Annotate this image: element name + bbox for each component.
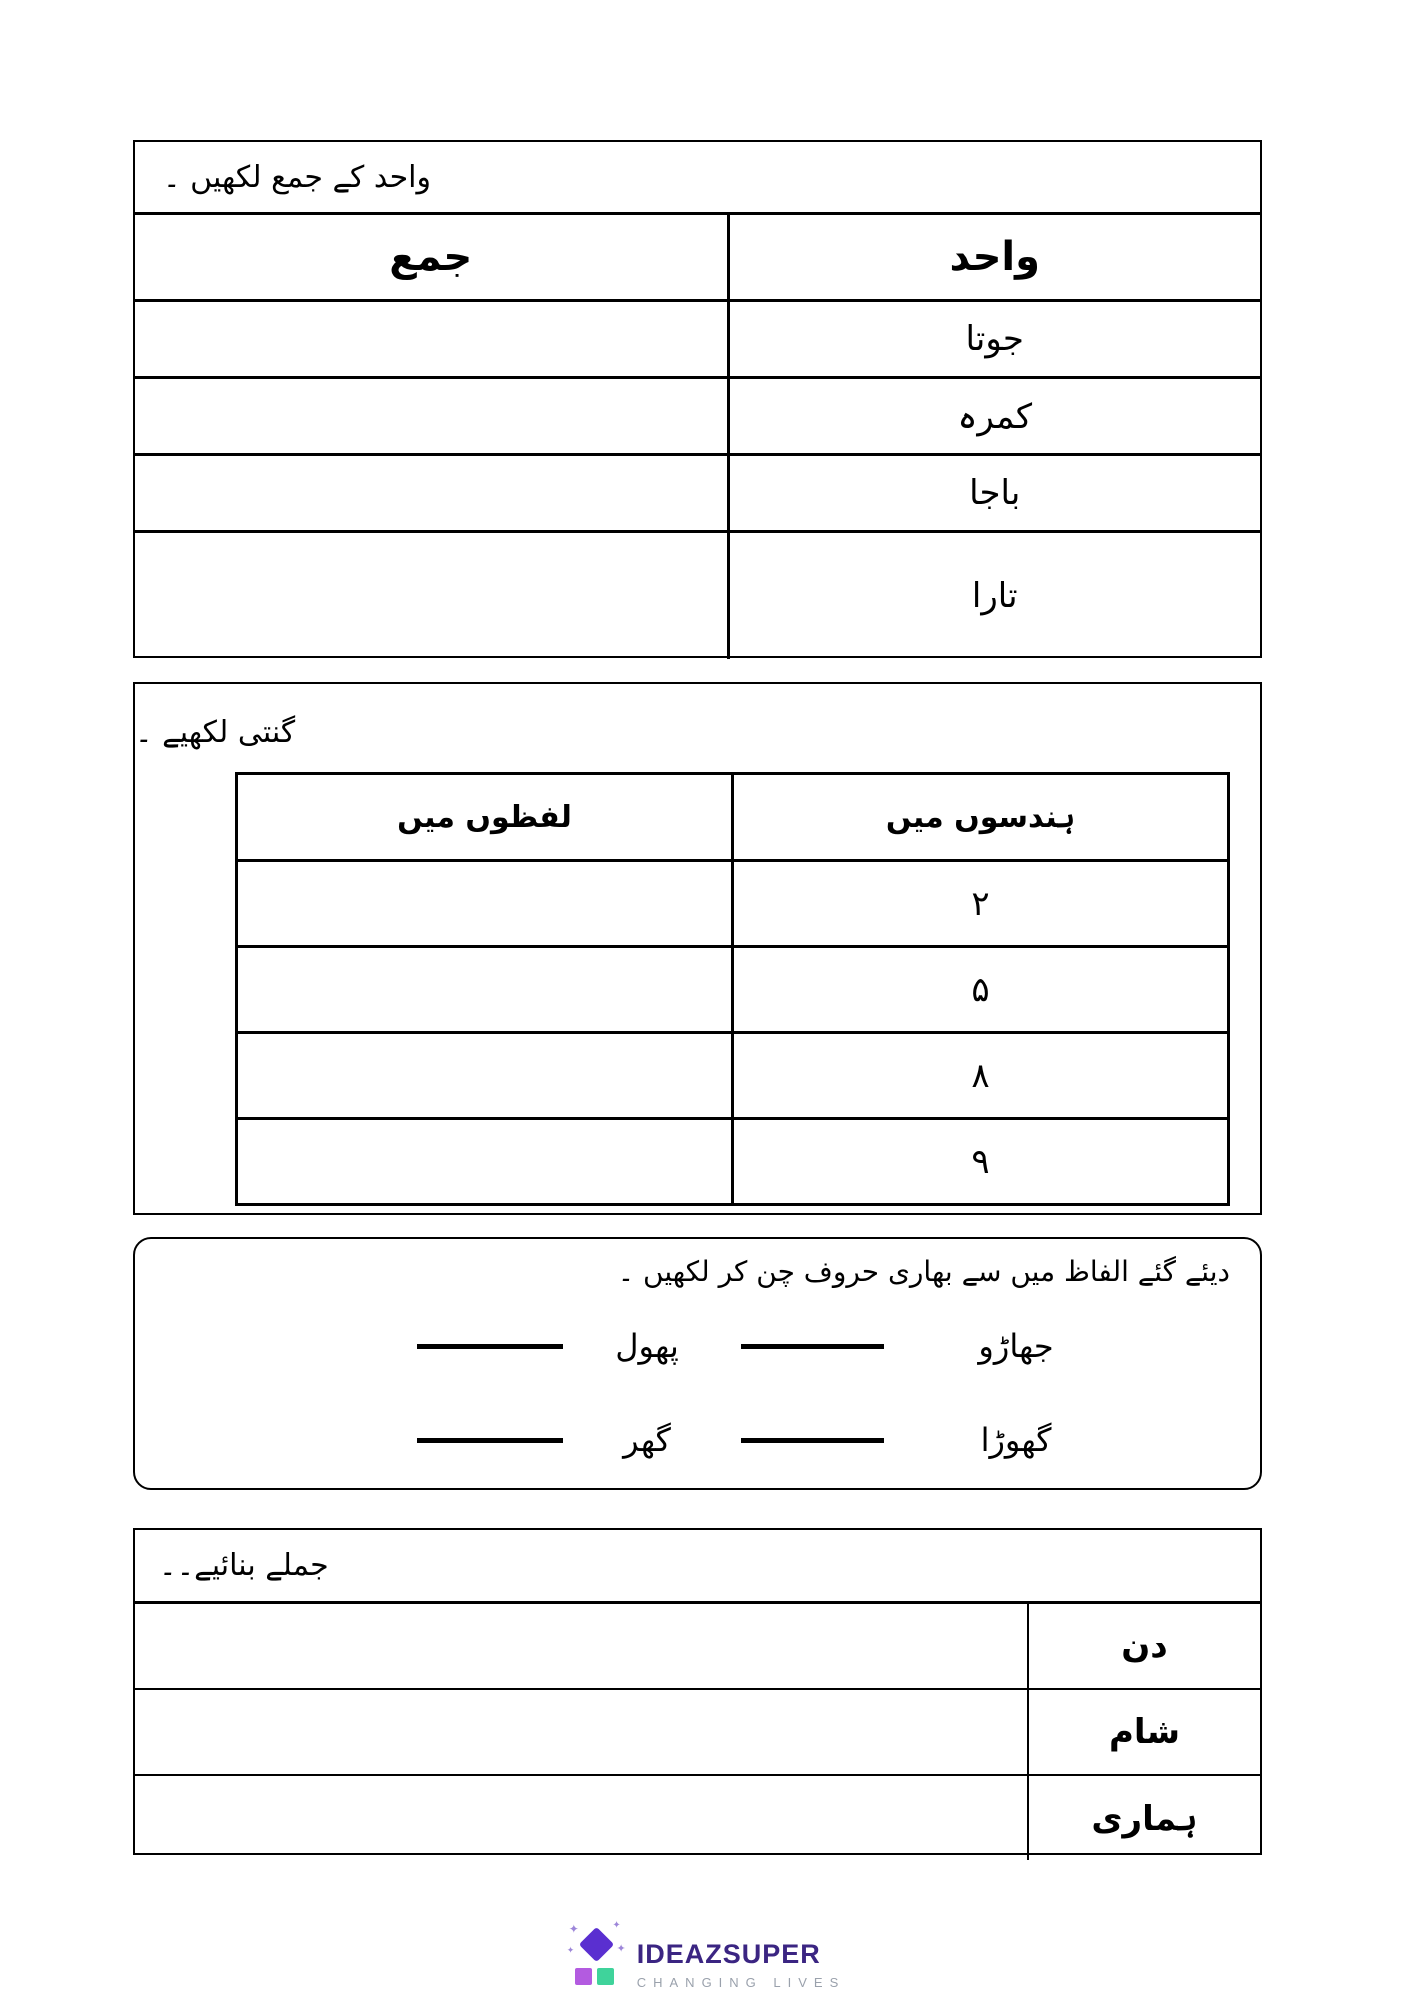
singular-column-header: واحد	[728, 214, 1260, 301]
words-answer-cell[interactable]	[237, 861, 733, 947]
word-label: گھوڑا	[980, 1421, 1052, 1459]
sentence-word-cell: شام	[1028, 1689, 1260, 1775]
brand-tagline: CHANGING LIVES	[636, 1975, 846, 1990]
words-answer-cell[interactable]	[237, 1119, 733, 1205]
table-row	[135, 378, 1260, 455]
instruction-make-sentences: جملے بنائیے۔۔	[135, 1530, 1260, 1604]
table-row	[237, 861, 1229, 947]
sentences-table	[135, 1604, 1260, 1860]
answer-blank[interactable]	[741, 1344, 884, 1349]
words-answer-cell[interactable]	[237, 947, 733, 1033]
table-row	[135, 532, 1260, 660]
table-row	[135, 1689, 1260, 1775]
answer-blank[interactable]	[417, 1344, 563, 1349]
green-square-icon	[597, 1968, 614, 1985]
heavy-letters-section	[133, 1237, 1262, 1490]
table-row	[135, 1604, 1260, 1689]
singular-word-cell: باجا	[728, 455, 1260, 532]
digit-cell: ۲	[733, 861, 1229, 947]
digit-cell: ۹	[733, 1119, 1229, 1205]
star-icon: ✦	[616, 1942, 626, 1955]
star-icon: ✦	[612, 1920, 621, 1931]
star-icon: ✦	[566, 1946, 575, 1956]
counting-section	[133, 682, 1262, 1215]
star-icon: ✦	[568, 1922, 579, 1936]
answer-blank[interactable]	[741, 1438, 884, 1443]
words-answer-cell[interactable]	[237, 1033, 733, 1119]
digit-cell: ۵	[733, 947, 1229, 1033]
instruction-write-plurals: واحد کے جمع لکھیں ۔	[163, 159, 431, 195]
brand-logo-icon	[566, 1920, 626, 1985]
brand-name: IDEAZSUPER	[636, 1939, 821, 1969]
plural-answer-cell[interactable]	[135, 301, 728, 378]
digit-cell: ۸	[733, 1033, 1229, 1119]
singular-word-cell: کمرہ	[728, 378, 1260, 455]
plural-answer-cell[interactable]	[135, 378, 728, 455]
table-row	[237, 1033, 1229, 1119]
magenta-square-icon	[575, 1968, 592, 1985]
table-row	[135, 301, 1260, 378]
table-row	[135, 1775, 1260, 1860]
diamond-icon	[579, 1927, 614, 1962]
word-pair-row	[137, 1317, 1258, 1375]
word-label: گھر	[623, 1421, 671, 1459]
answer-blank[interactable]	[417, 1438, 563, 1443]
table-row	[237, 947, 1229, 1033]
singular-word-cell: جوتا	[728, 301, 1260, 378]
word-pair-row	[137, 1411, 1258, 1469]
table-header-row	[135, 214, 1260, 301]
brand-logo	[0, 1920, 1414, 1990]
word-label: پھول	[615, 1327, 679, 1365]
word-label: جھاڑو	[978, 1327, 1054, 1365]
sentence-word-cell: ہماری	[1028, 1775, 1260, 1860]
table-row	[237, 1119, 1229, 1205]
plural-table	[135, 212, 1260, 659]
counting-table-wrapper	[235, 772, 1230, 1206]
sentence-answer-cell[interactable]	[135, 1689, 1028, 1775]
plural-answer-cell[interactable]	[135, 455, 728, 532]
sentence-answer-cell[interactable]	[135, 1604, 1028, 1689]
sentence-answer-cell[interactable]	[135, 1775, 1028, 1860]
words-column-header: لفظوں میں	[237, 774, 733, 861]
counting-table	[235, 772, 1230, 1206]
brand-text-block	[637, 1925, 846, 1990]
plural-column-header: جمع	[135, 214, 728, 301]
table-row	[135, 455, 1260, 532]
instruction-write-counting: گنتی لکھیے ۔	[135, 714, 296, 750]
table-header-row	[237, 774, 1229, 861]
sentences-section	[133, 1528, 1262, 1855]
instruction-heavy-letters: دیئے گئے الفاظ میں سے بھاری حروف چن کر لکھیں ۔	[617, 1255, 1230, 1288]
sentence-word-cell: دن	[1028, 1604, 1260, 1689]
plural-table-section	[133, 140, 1262, 658]
singular-word-cell: تارا	[728, 532, 1260, 660]
plural-answer-cell[interactable]	[135, 532, 728, 660]
digits-column-header: ہندسوں میں	[733, 774, 1229, 861]
